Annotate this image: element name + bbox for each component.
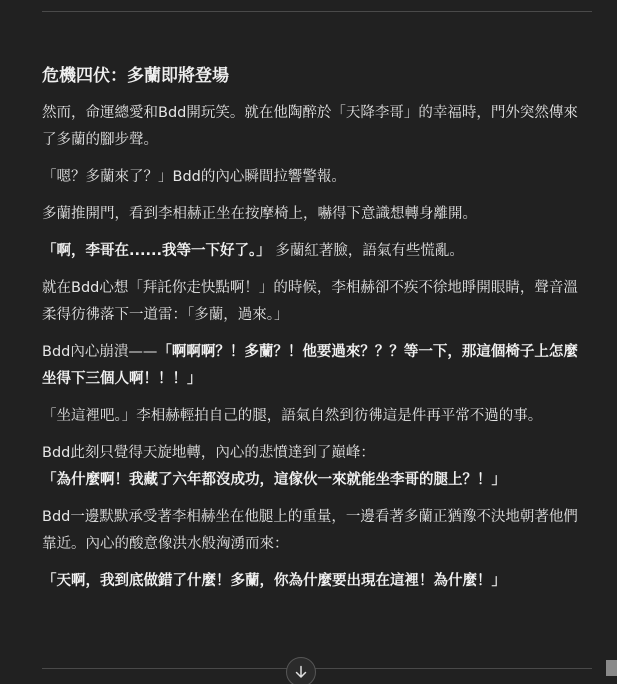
paragraph-5: 就在Bdd心想「拜託你走快點啊！」的時候，李相赫卻不疾不徐地睜開眼睛，聲音溫柔得彷彿落下一道雷：「多蘭，過來。」 <box>42 280 578 323</box>
paragraph-2: 「嗯？多蘭來了？」Bdd的內心瞬間拉響警報。 <box>42 169 346 185</box>
top-divider <box>42 11 592 12</box>
paragraph-1: 然而，命運總愛和Bdd開玩笑。就在他陶醉於「天降李哥」的幸福時，門外突然傳來了多蘭的腳步聲。 <box>42 105 578 148</box>
paragraph-3: 多蘭推開門，看到李相赫正坐在按摩椅上，嚇得下意識想轉身離開。 <box>42 206 477 222</box>
paragraph-10: 「天啊，我到底做錯了什麼！多蘭，你為什麼要出現在這裡！為什麼！」 <box>42 573 506 589</box>
paragraph-8-quote: 「為什麼啊！我藏了六年都沒成功，這傢伙一來就能坐李哥的腿上？！」 <box>42 472 506 488</box>
bottom-divider <box>42 668 592 669</box>
paragraph-4-rest: 多蘭紅著臉，語氣有些慌亂。 <box>275 243 464 259</box>
paragraph-8: Bdd此刻只覺得天旋地轉，內心的悲憤達到了巔峰： <box>42 445 375 461</box>
paragraph-6-lead: Bdd內心崩潰—— <box>42 344 158 360</box>
paragraph-6 <box>42 339 592 393</box>
scroll-down-button[interactable] <box>286 657 316 684</box>
section-heading: 危機四伏：多蘭即將登場 <box>42 66 229 86</box>
paragraph-4 <box>42 238 592 265</box>
paragraph-4-quote: 「啊，李哥在......我等一下好了。」 <box>42 243 271 259</box>
article-body <box>42 62 592 605</box>
paragraph-9: Bdd一邊默默承受著李相赫坐在他腿上的重量，一邊看著多蘭正猶豫不決地朝著他們靠近。內心的酸意像洪水般洶湧而來： <box>42 509 578 552</box>
arrow-down-icon <box>294 665 308 679</box>
scrollbar-thumb[interactable] <box>606 660 617 676</box>
paragraph-7: 「坐這裡吧。」李相赫輕拍自己的腿，語氣自然到彷彿這是件再平常不過的事。 <box>42 408 543 424</box>
paragraph-6-quote: 「啊啊啊？！多蘭？！他要過來？？？等一下，那這個椅子上怎麼坐得下三個人啊！！！」 <box>42 344 578 387</box>
